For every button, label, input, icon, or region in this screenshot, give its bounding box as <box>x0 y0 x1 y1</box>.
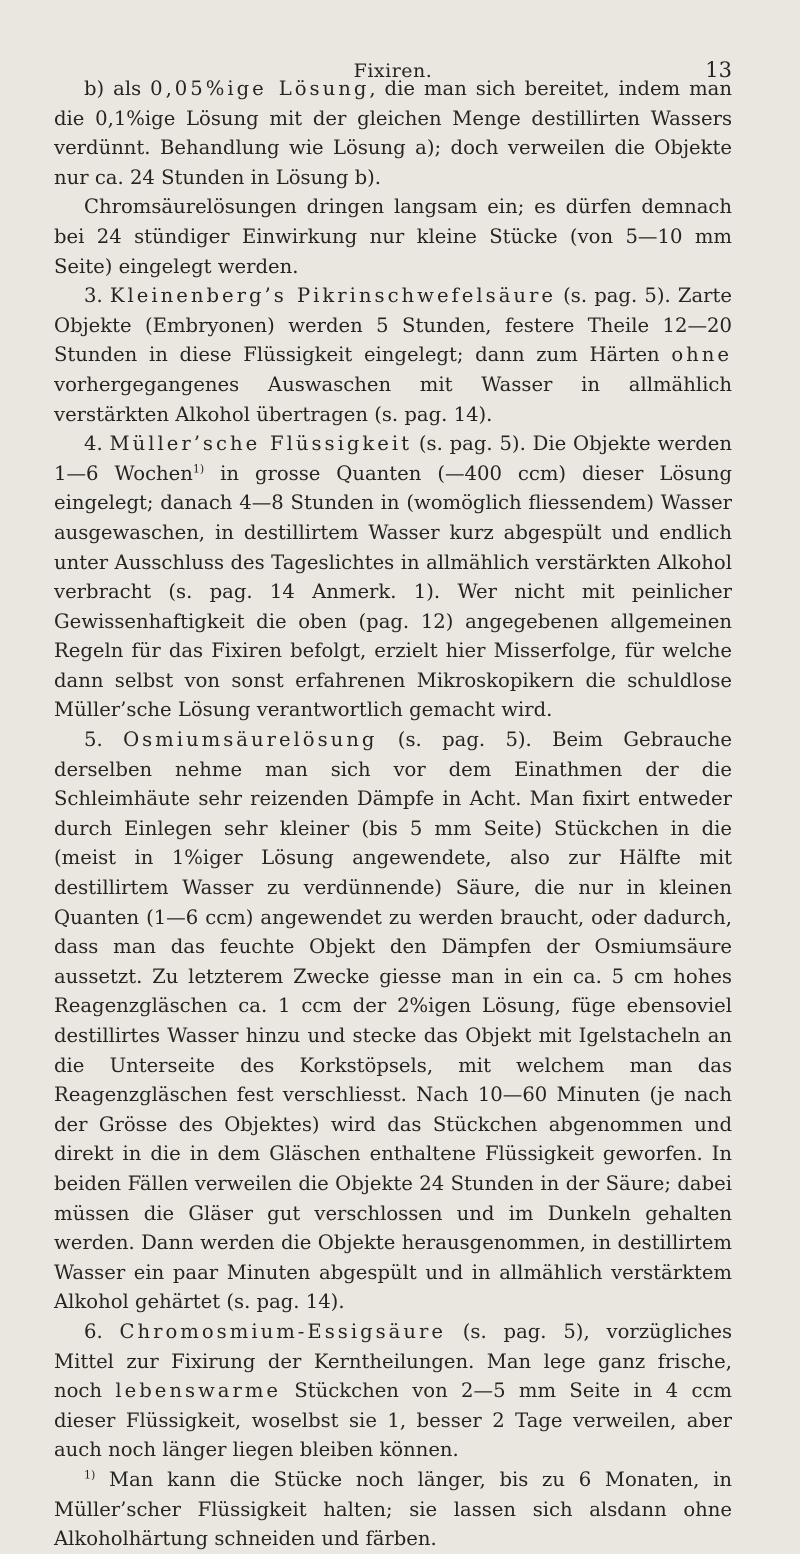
footnote: $^{1)}$ Man kann die Stücke noch länger, bis zu 6 Monaten, in Müller’scher Flüssigkeit halten; sie lassen sich alsdann ohne Alkoholhärtung schneiden und färben. <box>54 1467 732 1551</box>
paragraph-kleinenberg: 3. Kleinenberg’s Pikrinschwefelsäure (s. pag. 5). Zarte Objekte (Embryonen) werden 5 Stunden, festere Theile 12—20 Stunden in diese Flüssigkeit eingelegt; dann zum Härten ohne vorhergegangenes Auswaschen mit Wasser in allmählich verstärkten Alkohol übertragen (s. pag. 14). <box>54 284 732 426</box>
emphasis: Chromosmium-Essigsäure <box>119 1319 446 1343</box>
emphasis: lebenswarme <box>115 1379 282 1403</box>
emphasis: Osmiumsäurelösung <box>123 728 378 752</box>
paragraph-mueller: 4. Müller’sche Flüssigkeit (s. pag. 5). Die Objekte werden 1—6 Wochen$^{1)}$ in grosse Quanten (—400 ccm) dieser Lösung eingelegt; danach 4—8 Stunden in (womöglich fliessendem) Wasser ausgewaschen, in destillirtem Wasser kurz abgespült und endlich unter Ausschluss des Tageslichtes in allmählich verstärkten Alkohol verbracht (s. pag. 14 Anmerk. 1). Wer nicht mit peinlicher Gewissenhaftigkeit die oben (pag. 12) angegebenen allgemeinen Regeln für das Fixiren befolgt, erzielt hier Misserfolge, für welche dann selbst von sonst erfahrenen Mikroskopikern die schuldlose Müller’sche Lösung verantwortlich gemacht wird. <box>54 432 733 722</box>
footnote-marker: 1) <box>192 462 205 476</box>
emphasis: 0,05%ige Lösung <box>150 77 370 100</box>
paragraph-chromic-note: Chromsäurelösungen dringen langsam ein; es dürfen demnach bei 24 stündiger Einwirkung nur kleine Stücke (von 5—10 mm Seite) eingelegt werden. <box>54 195 732 278</box>
paragraph-osmium: 5. Osmiumsäurelösung (s. pag. 5). Beim Gebrauche derselben nehme man sich vor dem Einathmen der die Schleimhäute sehr reizenden Dämpfe in Acht. Man fixirt entweder durch Einlegen sehr kleiner (bis 5 mm Seite) Stückchen in die (meist in 1%iger Lösung angewendete, also zur Hälfte mit destillirtem Wasser zu verdünnende) Säure, die nur in kleinen Quanten (1—6 ccm) angewendet zu werden braucht, oder dadurch, dass man das feuchte Objekt den Dämpfen der Osmiumsäure aussetzt. Zu letzterem Zwecke giesse man in ein ca. 5 cm hohes Reagenzgläschen ca. 1 ccm der 2%igen Lösung, füge ebensoviel destillirtes Wasser hinzu und stecke das Objekt mit Igelstacheln an die Unterseite des Korkstöpsels, mit welchem man das Reagenzgläschen fest verschliesst. Nach 10—60 Minuten (je nach der Grösse des Objektes) wird das Stückchen abgenommen und direkt in die in dem Gläschen enthaltene Flüssigkeit geworfen. In beiden Fällen verweilen die Objekte 24 Stunden in der Säure; dabei müssen die Gläser gut verschlossen und im Dunkeln gehalten werden. Dann werden die Objekte herausgenommen, in destillirtem Wasser ein paar Minuten abgespült und in allmählich verstärktem Alkohol gehärtet (s. pag. 14). <box>54 728 732 1314</box>
running-title: Fixiren. <box>353 60 433 82</box>
page-number: 13 <box>705 58 732 82</box>
emphasis: Kleinenberg’s Pikrinschwefelsäure <box>109 284 556 308</box>
emphasis: Müller’sche Flüssigkeit <box>109 432 413 456</box>
paragraph-b-solution: b) als 0,05%ige Lösung, die man sich bereitet, indem man die 0,1%ige Lösung mit der gleichen Menge destillirten Wassers verdünnt. Behandlung wie Lösung a); doch verweilen die Objekte nur ca. 24 Stunden in Lösung b). <box>54 77 732 189</box>
paragraph-chromosmium: 6. Chromosmium-Essigsäure (s. pag. 5), vorzügliches Mittel zur Fixirung der Kerntheilungen. Man lege ganz frische, noch lebenswarme Stückchen von 2—5 mm Seite in 4 ccm dieser Flüssigkeit, woselbst sie 1, besser 2 Tage verweilen, aber auch noch länger liegen bleiben können. <box>54 1319 732 1462</box>
footnote-mark: 1) <box>84 1468 96 1482</box>
running-header <box>54 40 732 82</box>
body-text <box>54 74 732 1554</box>
emphasis: ohne <box>671 343 732 367</box>
